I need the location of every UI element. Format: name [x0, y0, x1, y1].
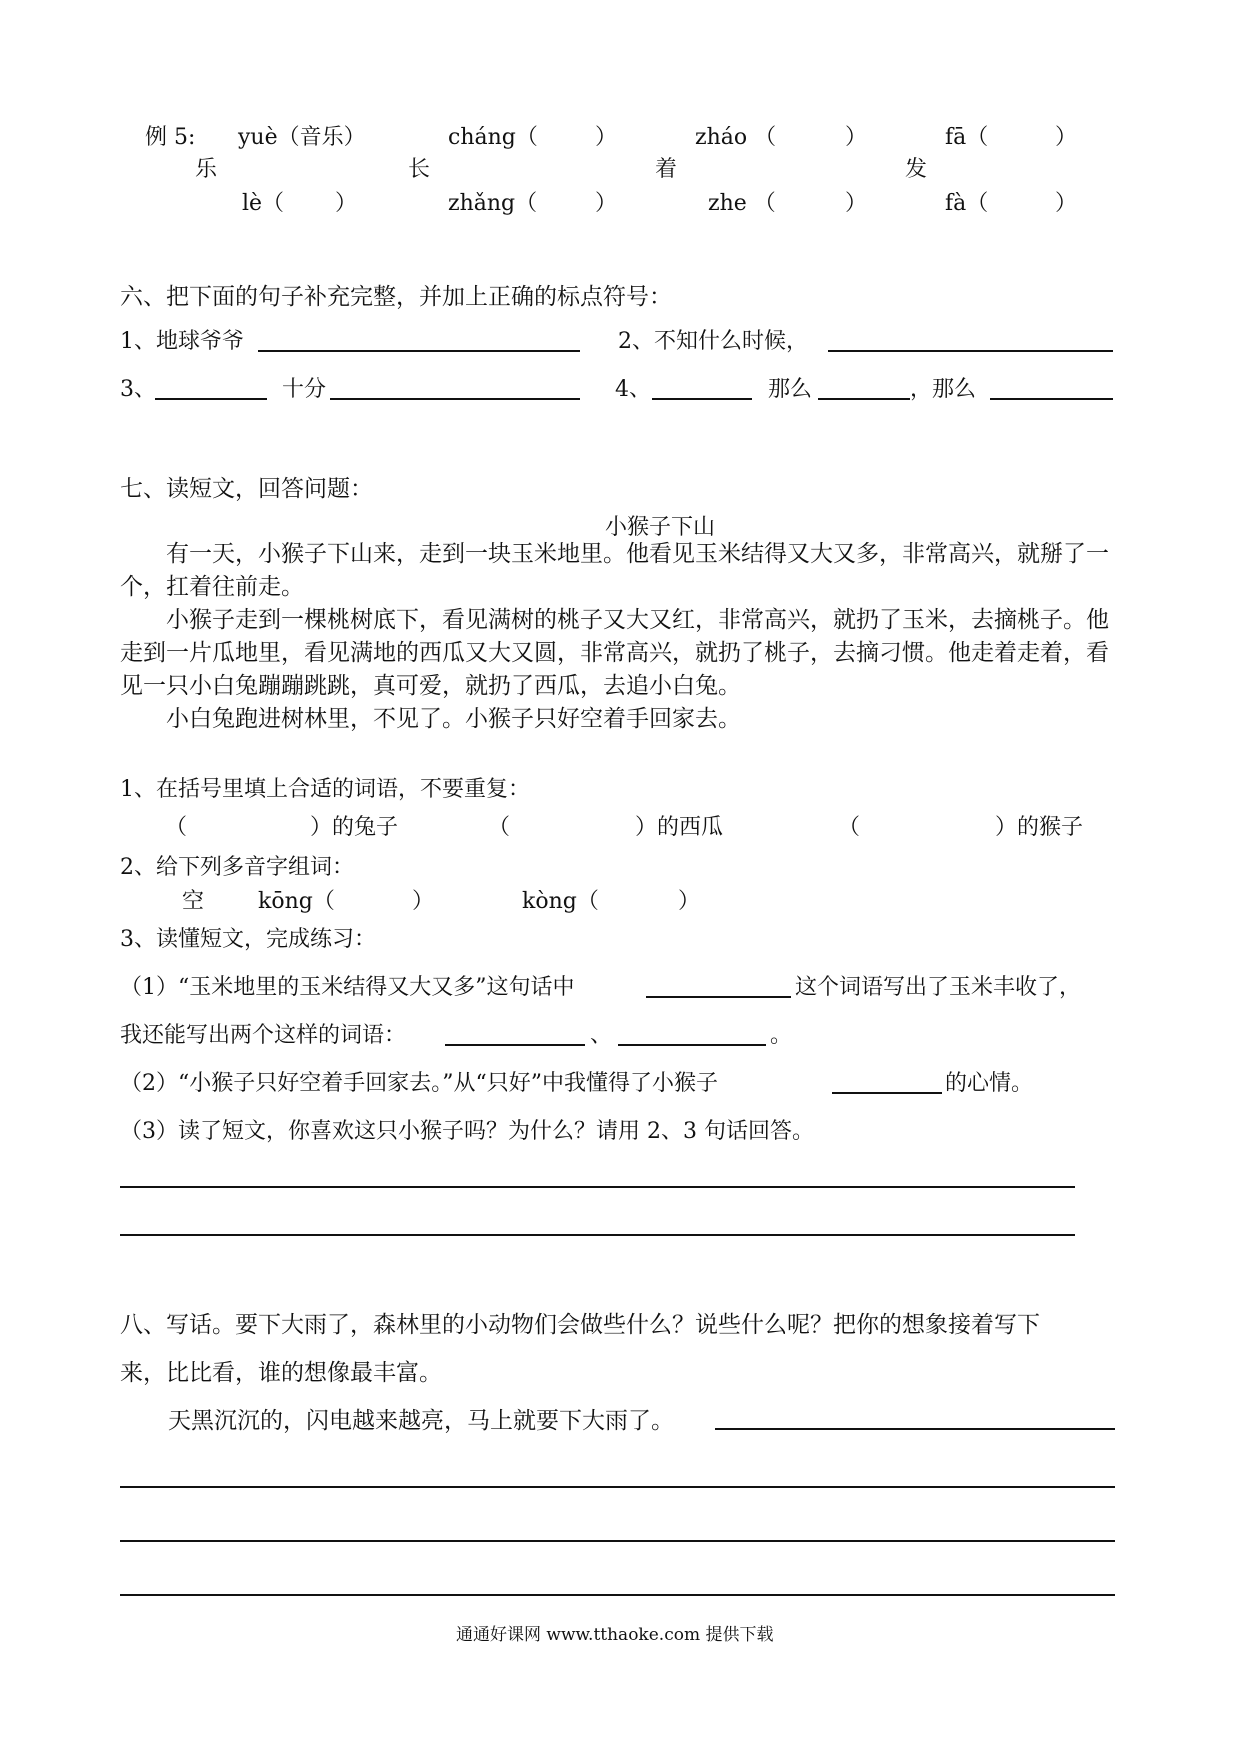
answer-line[interactable]: [828, 350, 1113, 352]
answer-line[interactable]: [832, 1092, 942, 1094]
paren-open: （: [165, 815, 188, 840]
section8-heading: 八、写话。要下大雨了，森林里的小动物们会做些什么？说些什么呢？把你的想象接着写下: [120, 1312, 1040, 1338]
story-paragraph: 小白兔跑进树林里，不见了。小猴子只好空着手回家去。: [166, 706, 741, 732]
monkey-blank: ）的猴子: [995, 815, 1084, 840]
paren-close: ）: [1055, 125, 1078, 150]
answer-line[interactable]: [330, 398, 580, 400]
pinyin-fa1: fā（: [945, 125, 989, 150]
char-zhao: 着: [655, 157, 678, 182]
story-title: 小猴子下山: [605, 515, 716, 540]
melon-blank: ）的西瓜: [635, 815, 724, 840]
story-paragraph: 有一天，小猴子下山来，走到一块玉米地里。他看见玉米结得又大又多，非常高兴，就掰了一个，扛着往前走。: [120, 541, 1109, 600]
paren-close: ）: [595, 191, 618, 216]
answer-line[interactable]: [120, 1594, 1115, 1596]
section7-heading: 七、读短文，回答问题：: [120, 476, 373, 502]
char-chang: 长: [408, 157, 431, 182]
q6-3-mid: 十分: [282, 377, 327, 402]
q6-1: 1、地球爷爷: [120, 329, 244, 354]
q6-4: 4、: [615, 377, 651, 402]
pinyin-yue: yuè（音乐）: [238, 125, 366, 150]
paren-close: ）: [412, 889, 435, 914]
answer-line[interactable]: [155, 398, 267, 400]
writing-start: 天黑沉沉的，闪电越来越亮，马上就要下大雨了。: [168, 1408, 674, 1434]
section8-heading-cont: 来，比比看，谁的想像最丰富。: [120, 1360, 442, 1386]
answer-line[interactable]: [715, 1428, 1115, 1430]
pinyin-kong4: kòng（: [522, 889, 599, 914]
answer-line[interactable]: [646, 996, 791, 998]
pinyin-le: lè（: [242, 191, 285, 216]
pinyin-zhang: zhǎng（: [448, 191, 538, 216]
pinyin-zhe: zhe （: [708, 191, 776, 216]
q7-3-3: （3）读了短文，你喜欢这只小猴子吗？为什么？请用 2、3 句话回答。: [120, 1119, 814, 1144]
answer-line[interactable]: [445, 1044, 585, 1046]
q7-3-1-cont: 这个词语写出了玉米丰收了，: [795, 975, 1082, 1000]
char-le: 乐: [195, 157, 218, 182]
q6-4-mid: 那么: [768, 377, 813, 402]
q7-1: 1、在括号里填上合适的词语，不要重复：: [120, 777, 530, 802]
char-fa: 发: [905, 157, 928, 182]
paren-close: ）: [595, 125, 618, 150]
q7-3-2-end: 的心情。: [945, 1071, 1034, 1096]
answer-line[interactable]: [652, 398, 752, 400]
pinyin-zhao: zháo （: [695, 125, 777, 150]
answer-line[interactable]: [818, 398, 910, 400]
example-label: 例 5:: [145, 125, 196, 150]
pinyin-fa4: fà（: [945, 191, 989, 216]
paren-open: （: [488, 815, 511, 840]
paren-open: （: [838, 815, 861, 840]
answer-line[interactable]: [990, 398, 1113, 400]
answer-line[interactable]: [618, 1044, 766, 1046]
answer-line[interactable]: [120, 1234, 1075, 1236]
q7-3: 3、读懂短文，完成练习：: [120, 927, 376, 952]
paren-close: ）: [845, 125, 868, 150]
section6-heading: 六、把下面的句子补充完整，并加上正确的标点符号：: [120, 284, 672, 310]
answer-line[interactable]: [120, 1186, 1075, 1188]
q6-4-end: ，那么: [910, 377, 977, 402]
answer-line[interactable]: [120, 1540, 1115, 1542]
q7-3-1-line2: 我还能写出两个这样的词语：: [120, 1023, 407, 1048]
rabbit-blank: ）的兔子: [310, 815, 399, 840]
polyphone-char: 空: [182, 889, 205, 914]
paren-close: ）: [1055, 191, 1078, 216]
paren-close: ）: [845, 191, 868, 216]
period: 。: [770, 1023, 793, 1048]
q6-2: 2、不知什么时候，: [618, 329, 808, 354]
q6-3: 3、: [120, 377, 156, 402]
pinyin-kong1: kōng（: [258, 889, 335, 914]
q7-2: 2、给下列多音字组词：: [120, 855, 354, 880]
paren-close: ）: [335, 191, 358, 216]
answer-line[interactable]: [258, 350, 580, 352]
q7-3-2: （2）“小猴子只好空着手回家去。”从“只好”中我懂得了小猴子: [120, 1071, 718, 1096]
q7-3-1: （1）“玉米地里的玉米结得又大又多”这句话中: [120, 975, 575, 1000]
answer-line[interactable]: [120, 1486, 1115, 1488]
pinyin-chang: cháng（: [448, 125, 538, 150]
paren-close: ）: [678, 889, 701, 914]
footer-text: 通通好课网 www.tthaoke.com 提供下载: [456, 1625, 774, 1645]
comma: 、: [590, 1023, 613, 1048]
story-paragraph: 小猴子走到一棵桃树底下，看见满树的桃子又大又红，非常高兴，就扔了玉米，去摘桃子。他走到一片瓜地里，看见满地的西瓜又大又圆，非常高兴，就扔了桃子，去摘刁惯。他走着走着，看见一只小白兔蹦蹦跳跳，真可爱，就扔了西瓜，去追小白兔。: [120, 607, 1109, 699]
